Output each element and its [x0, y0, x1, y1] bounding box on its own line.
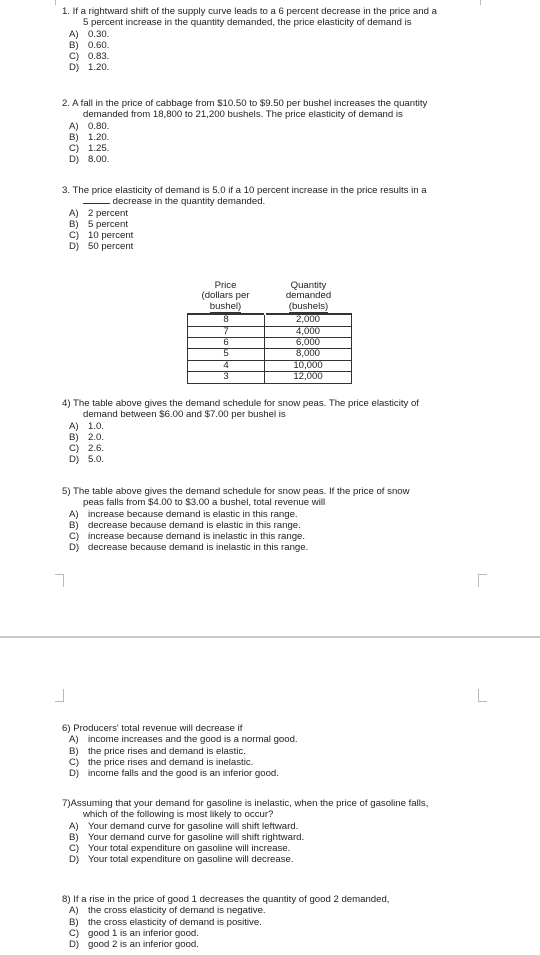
question-stem: 3. The price elasticity of demand is 5.0 if a 10 percent increase in the price results in a decrease in the quantity demanded.	[62, 185, 427, 208]
answer-option: C) good 1 is an inferior good.	[69, 927, 199, 939]
answer-option: B) 1.20.	[69, 131, 110, 143]
question-1	[62, 6, 482, 74]
answer-option: C) increase because demand is inelastic in this range.	[69, 531, 306, 543]
answer-option: A) income increases and the good is a normal good.	[69, 734, 298, 746]
answer-option: A) 1.0.	[69, 420, 105, 432]
answer-option: D) good 2 is an inferior good.	[69, 939, 199, 951]
quantity-column-header: Quantity demanded (bushels)	[285, 280, 332, 312]
answer-option: A) 0.30.	[69, 28, 110, 40]
question-stem: 6) Producers' total revenue will decrease if	[62, 723, 243, 734]
crop-mark-icon	[478, 574, 487, 587]
answer-option: D) 1.20.	[69, 62, 110, 74]
fill-in-blank	[83, 196, 110, 204]
table-row: 3 12,000	[188, 372, 352, 383]
answer-option: D) decrease because demand is inelastic in this range.	[69, 542, 309, 554]
answer-option: A) increase because demand is elastic in this range.	[69, 508, 298, 520]
crop-mark-icon	[55, 689, 64, 702]
answer-option: D) Your total expenditure on gasoline will decrease.	[69, 854, 294, 866]
question-7	[62, 798, 482, 866]
answer-option: C) 10 percent	[69, 230, 134, 242]
table-row: 6 6,000	[188, 338, 352, 349]
answer-option: C) 0.83.	[69, 51, 110, 63]
question-5	[62, 486, 482, 554]
table-row: 7 4,000	[188, 326, 352, 337]
answer-option: C) 2.6.	[69, 443, 105, 455]
question-stem: 7)Assuming that your demand for gasoline is inelastic, when the price of gasoline falls, which of the following is most likely to occur?	[62, 798, 429, 821]
answer-option: C) 1.25.	[69, 143, 110, 155]
answer-option: D) 5.0.	[69, 454, 105, 466]
question-stem: 4) The table above gives the demand schedule for snow peas. The price elasticity of demand between $6.00 and $7.00 per bushel is	[62, 398, 419, 421]
crop-mark-icon	[478, 689, 487, 702]
demand-schedule-table	[187, 281, 352, 384]
answer-option: A) 2 percent	[69, 207, 129, 219]
page-edge-marker	[480, 0, 481, 5]
question-stem: 2. A fall in the price of cabbage from $10.50 to $9.50 per bushel increases the quantity demanded from 18,800 to 21,200 bushels. The price elasticity of demand is	[62, 98, 428, 121]
question-stem: 1. If a rightward shift of the supply curve leads to a 6 percent decrease in the price and a 5 percent increase in the quantity demanded, the price elasticity of demand is	[62, 6, 437, 29]
answer-option: D) 50 percent	[69, 241, 134, 253]
table-row: 4 10,000	[188, 360, 352, 371]
answer-option: C) the price rises and demand is inelastic.	[69, 756, 254, 768]
crop-mark-icon	[55, 574, 64, 587]
answer-option: A) Your demand curve for gasoline will shift leftward.	[69, 820, 299, 832]
answer-option: A) the cross elasticity of demand is negative.	[69, 905, 266, 917]
page-edge-marker	[55, 0, 56, 5]
table-row: 5 8,000	[188, 349, 352, 360]
answer-option: D) income falls and the good is an inferior good.	[69, 768, 279, 780]
answer-option: B) the price rises and demand is elastic.	[69, 745, 246, 757]
question-3	[62, 185, 482, 253]
question-4	[62, 398, 482, 466]
answer-option: B) 5 percent	[69, 218, 129, 230]
answer-option: B) Your demand curve for gasoline will shift rightward.	[69, 831, 305, 843]
answer-option: D) 8.00.	[69, 154, 110, 166]
question-8	[62, 894, 482, 950]
answer-option: C) Your total expenditure on gasoline will increase.	[69, 843, 291, 855]
answer-option: A) 0.80.	[69, 120, 110, 132]
answer-option: B) decrease because demand is elastic in this range.	[69, 519, 301, 531]
answer-option: B) the cross elasticity of demand is positive.	[69, 916, 262, 928]
question-stem: 5) The table above gives the demand schedule for snow peas. If the price of snow peas falls from $4.00 to $3.00 a bushel, total revenue will	[62, 486, 410, 509]
answer-option: B) 2.0.	[69, 431, 105, 443]
question-2	[62, 98, 482, 166]
question-6	[62, 723, 482, 779]
question-stem: 8) If a rise in the price of good 1 decreases the quantity of good 2 demanded,	[62, 894, 390, 905]
answer-option: B) 0.60.	[69, 39, 110, 51]
price-column-header: Price (dollars per bushel)	[188, 281, 265, 314]
table-row: 8 2,000	[188, 314, 352, 326]
